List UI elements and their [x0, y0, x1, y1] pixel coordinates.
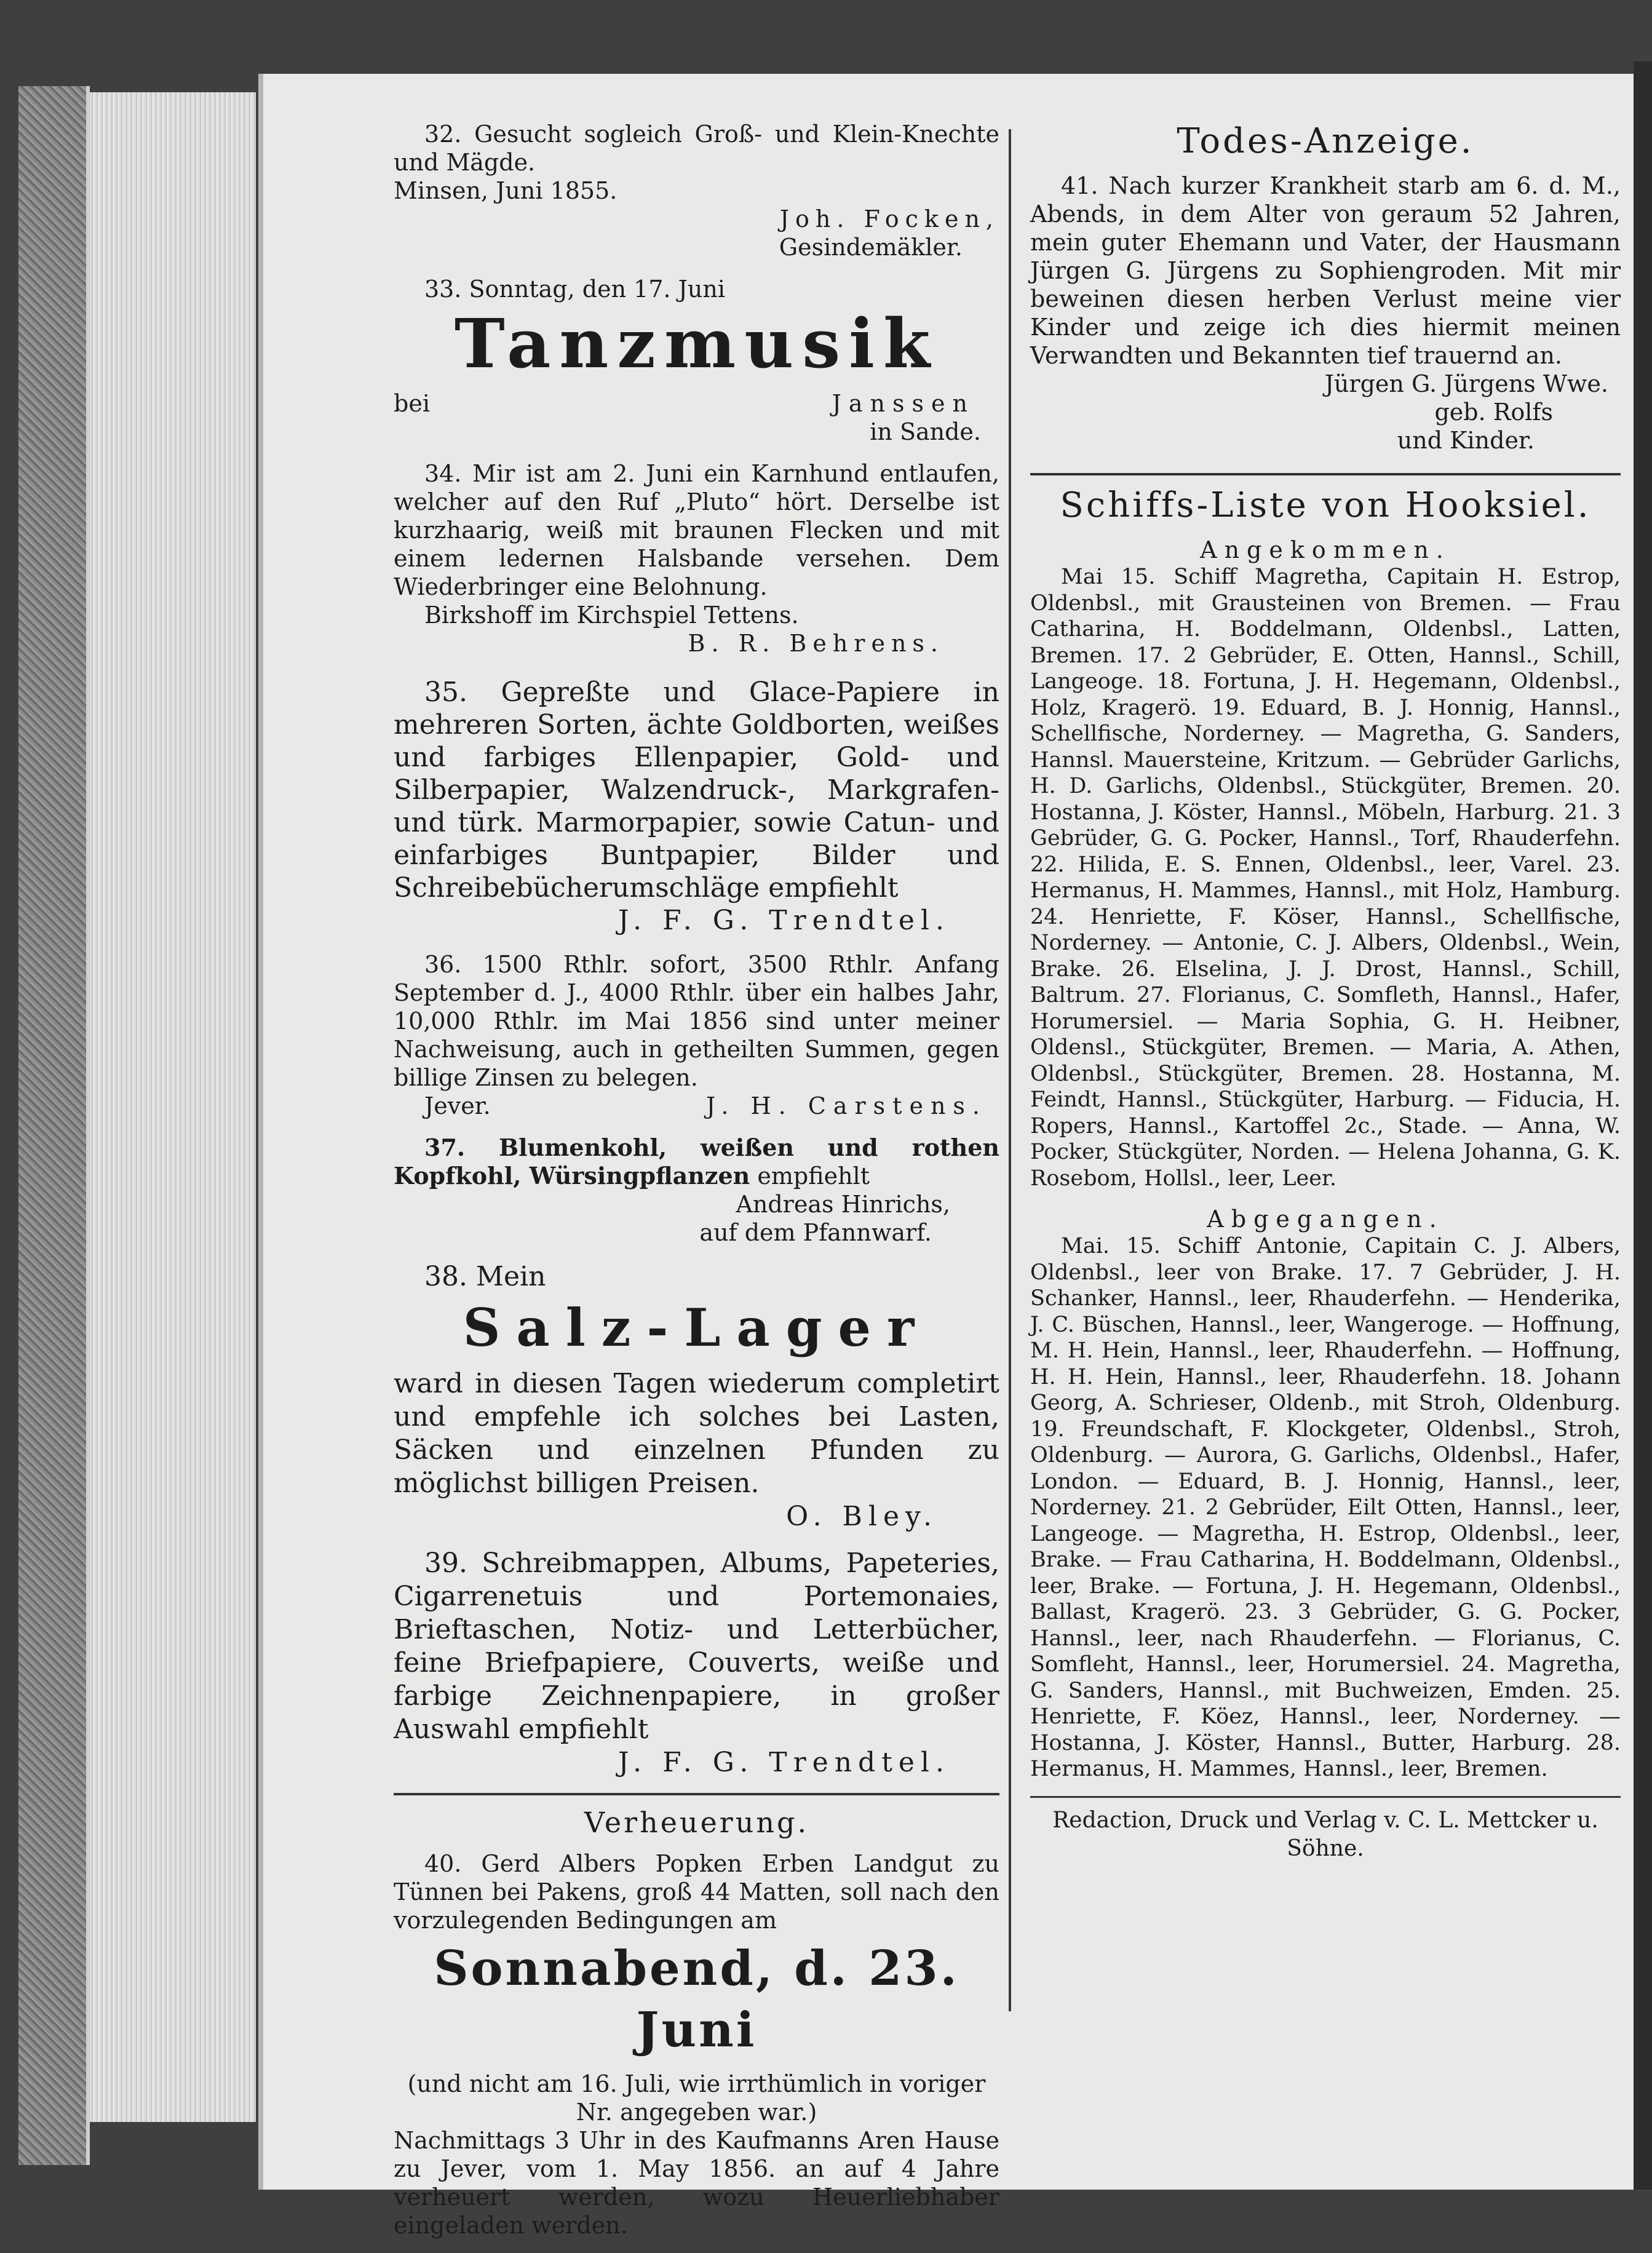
ad-40-text: 40. Gerd Albers Popken Erben Landgut zu Tünnen bei Pakens, groß 44 Matten, soll nach den vorzulegenden Bedingungen am [394, 1850, 999, 1934]
book-binding [18, 86, 90, 2165]
ad-39 [394, 1547, 999, 1779]
ad-33-bei: bei [394, 390, 430, 417]
ad-38 [394, 1260, 999, 1533]
ad-36-footer [394, 1092, 999, 1120]
angekommen-list: Mai 15. Schiff Magretha, Capitain H. Estrop, Oldenbsl., mit Grausteinen von Bremen. — Frau Catharina, H. Boddelmann, Oldenbsl., Latten, Bremen. 17. 2 Gebrüder, E. Otten, Hannsl., Schill, Langeoge. 18. Fortuna, J. H. Hegemann, Oldenbsl., Holz, Kragerö. 19. Eduard, B. J. Honnig, Hannsl., Schellfische, Norderney. — Magretha, G. Sanders, Hannsl. Mauersteine, Kritzum. — Gebrüder Garlichs, H. D. Garlichs, Oldenbsl., Stückgüter, Bremen. 20. Hostanna, J. Köster, Hannsl., Möbeln, Harburg. 21. 3 Gebrüder, G. G. Pocker, Hannsl., Torf, Rhauderfehn. 22. Hilida, E. S. Ennen, Oldenbsl., leer, Varel. 23. Hermanus, H. Mammes, Hannsl., mit Holz, Hamburg. 24. Henriette, F. Köser, Hannsl., Schellfische, Norderney. — Antonie, C. J. Albers, Oldenbsl., Wein, Brake. 26. Elselina, J. J. Drost, Hannsl., Schill, Baltrum. 27. Florianus, C. Somfleth, Hannsl., Hafer, Horumersiel. — Maria Sophia, G. H. Heibner, Oldensl., Stückgüter, Bremen. — Maria, A. Athen, Oldenbsl., Stückgüter, Bremen. 28. Hostanna, M. Feindt, Hannsl., Stückgüter, Harburg. — Fiducia, H. Ropers, Hannsl., Kartoffel 2c., Stade. — Anna, W. Pocker, Stückgüter, Norden. — Helena Johanna, G. K. Rosebom, Hollsl., leer, Leer. [1030, 565, 1621, 1191]
ad-35-text: 35. Gepreßte und Glace-Papiere in mehreren Sorten, ächte Goldborten, weißes und farbiges Ellenpapier, Gold- und Silberpapier, Walzendruck-, Markgrafen- und türk. Marmorpapier, sowie Catun- und einfarbiges Buntpapier, Bilder und Schreibebücherumschläge empfiehlt [394, 677, 999, 904]
right-column [1030, 120, 1621, 1863]
section-schiffs-liste: Schiffs-Liste von Hooksiel. [1060, 485, 1591, 525]
ad-36-place: Jever. [424, 1092, 491, 1119]
page-edges [90, 92, 256, 2122]
ad-34-text: 34. Mir ist am 2. Juni ein Karnhund entlaufen, welcher auf den Ruf „Pluto“ hört. Derselbe ist kurzhaarig, weiß mit braunen Flecken und mit einem ledernen Halsbande versehen. Dem Wiederbringer eine Belohnung. [394, 460, 999, 600]
abgegangen-list: Mai. 15. Schiff Antonie, Capitain C. J. Albers, Oldenbsl., leer von Brake. 17. 7 Gebrüder, J. H. Schanker, Hannsl., leer, Rhauderfehn. — Henderika, J. C. Büschen, Hannsl., leer, Wangeroge. — Hoffnung, M. H. Hein, Hannsl., leer, Rhauderfehn. — Hoffnung, H. H. Hein, Hannsl., leer, Rhauderfehn. 18. Johann Georg, A. Schrieser, Oldenb., mit Stroh, Oldenburg. 19. Freundschaft, F. Klockgeter, Oldenbsl., Stroh, Oldenburg. — Aurora, G. Garlichs, Oldenbsl., Hafer, London. — Eduard, B. J. Honnig, Hannsl., leer, Norderney. 21. 2 Gebrüder, Eilt Otten, Hannsl., leer, Langeoge. — Magretha, H. Estrop, Oldenbsl., leer, Brake. — Frau Catharina, H. Boddelmann, Oldenbsl., leer, Brake. — Fortuna, J. H. Hegemann, Oldenbsl., Ballast, Kragerö. 23. 3 Gebrüder, G. G. Pocker, Hannsl., leer, nach Rhauderfehn. — Florianus, C. Somfleht, Hannsl., leer, Horumersiel. 24. Magretha, G. Sanders, Hannsl., mit Buchweizen, Emden. 25. Henriette, F. Köez, Hannsl., leer, Norderney. — Hostanna, J. Köster, Hannsl., Butter, Harburg. 28. Hermanus, H. Mammes, Hannsl., leer, Bremen. [1030, 1234, 1621, 1781]
ad-38-text: ward in diesen Tagen wiederum completirt und empfehle ich solches bei Lasten, Säcken und einzelnen Pfunden zu möglichst billigen Preisen. [394, 1368, 999, 1499]
ad-38-signature: O. Bley. [786, 1501, 938, 1532]
ad-40-text2: Nachmittags 3 Uhr in des Kaufmanns Aren Hause zu Jever, vom 1. May 1856. an auf 4 Jahre verheuert werden, wozu Heuerliebhaber eingeladen werden. [394, 2127, 999, 2239]
ad-32 [394, 120, 999, 261]
ad-36-signature: J. H. Carstens. [706, 1092, 987, 1119]
ad-33 [394, 275, 999, 446]
ad-34-place: Birkshoff im Kirchspiel Tettens. [424, 602, 799, 629]
ad-37-tail: empfiehlt [757, 1162, 870, 1190]
ad-33-intro: 33. Sonntag, den 17. Juni [424, 276, 725, 303]
ad-35-signature: J. F. G. Trendtel. [618, 905, 950, 936]
ad-37-place: auf dem Pfannwarf. [699, 1219, 932, 1246]
section-rule-right [1030, 473, 1621, 475]
ad-32-signature: Joh. Focken, [779, 205, 999, 232]
ad-40 [394, 1850, 999, 2239]
ad-32-text: 32. Gesucht sogleich Groß- und Klein-Knechte und Mägde. [394, 121, 999, 176]
imprint-rule [1030, 1796, 1621, 1798]
section-rule [394, 1793, 999, 1795]
section-verheuerung: Verheuerung. [584, 1806, 809, 1839]
ad-36 [394, 950, 999, 1120]
ad-34 [394, 459, 999, 658]
ad-41-text: 41. Nach kurzer Krankheit starb am 6. d. M., Abends, in dem Alter von geraum 52 Jahren, mein guter Ehemann und Vater, der Hausmann Jürgen G. Jürgens zu Sophiengroden. Mit mir beweinen diesen herben Verlust meine vier Kinder und zeige ich dies hiermit meinen Verwandten und Bekannten tief trauernd an. [1030, 172, 1621, 369]
ad-41-signature-1: Jürgen G. Jürgens Wwe. [1324, 370, 1608, 397]
left-column [394, 120, 999, 2253]
section-todes-anzeige: Todes-Anzeige. [1177, 121, 1474, 161]
angekommen-title: Angekommen. [1200, 536, 1451, 563]
ad-33-place: in Sande. [870, 418, 981, 445]
ad-37-line [394, 1134, 999, 1190]
ad-37 [394, 1134, 999, 1247]
ad-39-text: 39. Schreibmappen, Albums, Papeteries, Cigarrenetuis und Portemonaies, Brieftaschen, Notiz- und Letterbücher, feine Briefpapiere, Couverts, weiße und farbige Zeichnenpapiere, in großer Auswahl empfiehlt [394, 1548, 999, 1745]
column-divider [1009, 129, 1011, 2011]
ad-41-signature-3: und Kinder. [1397, 427, 1535, 454]
ad-33-name-line [394, 389, 999, 418]
ad-37-text: 37. Blumenkohl, weißen und rothen Kopfkohl, Würsingpflanzen [394, 1134, 999, 1190]
ad-39-signature: J. F. G. Trendtel. [618, 1747, 950, 1778]
ad-38-headline: Salz-Lager [463, 1297, 931, 1358]
ad-41-signature-2: geb. Rolfs [1434, 399, 1553, 426]
scan-border [1634, 62, 1652, 2190]
ad-33-headline: Tanzmusik [454, 304, 939, 383]
ad-40-headline: Sonnabend, d. 23. Juni [434, 1941, 959, 2058]
ad-32-place-date: Minsen, Juni 1855. [394, 177, 618, 204]
ad-34-signature: B. R. Behrens. [688, 630, 944, 657]
imprint: Redaction, Druck und Verlag v. C. L. Mettcker u. Söhne. [1052, 1807, 1598, 1861]
ad-36-text: 36. 1500 Rthlr. sofort, 3500 Rthlr. Anfang September d. J., 4000 Rthlr. über ein halbes Jahr, 10,000 Rthlr. im Mai 1856 sind unter meiner Nachweisung, auch in getheilten Summen, gegen billige Zinsen zu belegen. [394, 951, 999, 1091]
ad-41 [1030, 172, 1621, 455]
abgegangen-title: Abgegangen. [1207, 1206, 1444, 1233]
ad-37-signature: Andreas Hinrichs, [736, 1191, 950, 1218]
ad-40-note: (und nicht am 16. Juli, wie irrthümlich in voriger Nr. angegeben war.) [407, 2070, 986, 2126]
ad-32-signature-title: Gesindemäkler. [779, 234, 963, 261]
ad-38-intro: 38. Mein [424, 1261, 546, 1292]
ad-33-name: Janssen [832, 390, 975, 417]
ad-35 [394, 676, 999, 937]
